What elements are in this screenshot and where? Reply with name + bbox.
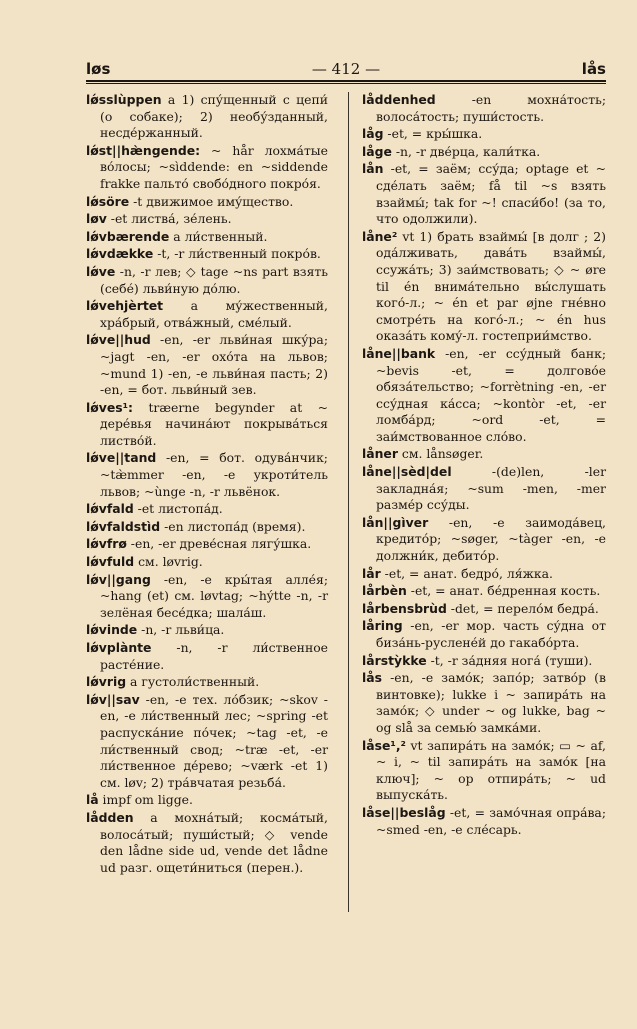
entry-definition: -det, = перело́м бедра́. — [446, 600, 599, 616]
dictionary-entry — [86, 622, 328, 639]
header-right-guide-word: lås — [581, 60, 606, 78]
entry-headword: lås — [362, 670, 382, 686]
entry-headword: lǿvehjèrtet — [86, 298, 164, 314]
entry-headword: lårbèn — [362, 583, 407, 599]
right-column — [362, 92, 606, 839]
dictionary-entry — [86, 211, 328, 228]
entry-headword: låg — [362, 126, 384, 142]
dictionary-entry — [362, 601, 606, 618]
entry-definition: -et, = заём; ссу́да; optage et ~ сде́лать заём; få til ~s взять взаймы́; tak for ~! спаси́бо! (за то, что одолжили). — [376, 161, 606, 227]
entry-headword: lǿvbærende — [86, 228, 170, 244]
dictionary-entry — [362, 805, 606, 838]
entry-headword: lǿsöre — [86, 193, 130, 209]
entry-definition: -et листва́, зе́лень. — [106, 211, 232, 227]
dictionary-entry — [362, 161, 606, 227]
dictionary-entry — [362, 346, 606, 446]
entry-definition: -t, -r ли́ственный покро́в. — [153, 246, 321, 262]
entry-definition: vt 1) брать взаймы́ [в долг ; 2) ода́лживать, дава́ть взаймы́, ссужа́ть; 3) заи́мствовать; ◇ ~ øre til én внима́тельно вы́слушать кого́-л.; ~ én et par øjne гне́вно смотре́ть на кого́-л.; ~ én hus оказа́ть кому́-л. гостеприи́мство. — [376, 228, 606, 344]
entry-definition: -et листопа́д. — [133, 501, 223, 517]
entry-headword: lǿvrig — [86, 674, 127, 690]
entry-headword: lǿst||hæ̀ngende: — [86, 142, 201, 158]
entry-headword: låge — [362, 143, 392, 159]
entry-definition: -en, -e заимода́вец, кредито́р; ~søger, ~tàger -en, -e должни́к, дебито́р. — [376, 514, 606, 564]
dictionary-entry — [86, 554, 328, 571]
dictionary-entry — [86, 194, 328, 211]
entry-definition: -en, -er мор. часть су́дна от биза́нь-руслене́й до гакабо́рта. — [376, 618, 606, 650]
entry-definition: -en, -er ссу́дный банк; ~bevis -et, = долгово́е обяза́тельство; ~forrètning -en, -er ссу́дная ка́сса; ~kontòr -et, -er ломба́рд; ~ord -et, = заи́мствованное сло́во. — [376, 345, 606, 444]
dictionary-entry — [362, 738, 606, 804]
entry-headword: lån||gìver — [362, 514, 429, 530]
dictionary-entry — [86, 572, 328, 622]
entry-definition: -et, = анат. бе́дренная кость. — [406, 583, 601, 599]
entry-definition: træerne begynder at ~ дере́вья начина́ют покрыва́ться листво́й. — [100, 399, 328, 448]
left-column — [86, 92, 328, 877]
dictionary-entry — [86, 92, 328, 142]
entry-definition: -t движимое иму́щество. — [129, 193, 294, 209]
entry-headword: lǿves¹: — [86, 399, 133, 415]
entry-headword: låddenhed — [362, 92, 436, 107]
entry-definition: см. løvrig. — [134, 554, 203, 570]
entry-definition: a му́жественный, хра́брый, отва́жный, сме́лый. — [100, 298, 328, 330]
entry-headword: lǿvfuld — [86, 554, 135, 570]
entry-headword: lǿv||gang — [86, 571, 151, 587]
entry-headword: lǿvfrø — [86, 536, 127, 552]
entry-definition: -n, -r ли́ственное расте́ние. — [100, 640, 328, 672]
entry-headword: låse||beslåg — [362, 804, 446, 820]
entry-definition: -en листопа́д (время). — [160, 518, 306, 534]
dictionary-entry — [362, 126, 606, 143]
entry-headword: låner — [362, 446, 398, 462]
dictionary-entry — [86, 674, 328, 691]
entry-definition: a густоли́ственный. — [126, 674, 260, 690]
entry-headword: lår — [362, 565, 381, 581]
dictionary-entry — [86, 246, 328, 263]
dictionary-entry — [362, 515, 606, 565]
dictionary-entry — [86, 264, 328, 297]
entry-definition: см. lånsøger. — [397, 446, 484, 462]
entry-definition: -en мохна́тость; волоса́тость; пуши́стость. — [376, 92, 606, 124]
entry-headword: lådden — [86, 809, 134, 825]
dictionary-entry — [362, 229, 606, 345]
dictionary-entry — [86, 792, 328, 809]
entry-headword: låne² — [362, 228, 398, 244]
dictionary-entry — [86, 450, 328, 500]
entry-headword: lǿsslùppen — [86, 92, 162, 107]
entry-definition: -n, -r две́рца, кали́тка. — [391, 143, 541, 159]
entry-headword: lå — [86, 792, 99, 808]
page-number: — 412 — — [311, 60, 381, 78]
dictionary-entry — [86, 298, 328, 331]
entry-definition: impf om ligge. — [98, 792, 193, 808]
entry-definition: -en, -e кры́тая алле́я; ~hang (et) см. løvtag; ~hýtte -n, -r зелёная бесе́дка; шала́ш. — [100, 571, 328, 620]
entry-headword: låse¹,² — [362, 737, 406, 753]
dictionary-entry — [362, 583, 606, 600]
entry-definition: -n, -r лев; ◇ tage ~ns part взять (себе́) льви́ную до́лю. — [100, 263, 328, 296]
entry-headword: låne||sèd|del — [362, 464, 452, 480]
entry-headword: lǿve||tand — [86, 450, 157, 466]
dictionary-entry — [86, 501, 328, 518]
dictionary-entry — [86, 332, 328, 398]
entry-headword: lǿvfald — [86, 501, 134, 517]
entry-headword: lǿvfaldstìd — [86, 518, 161, 534]
entry-headword: lån — [362, 161, 384, 177]
dictionary-entry — [86, 400, 328, 450]
dictionary-entry — [362, 566, 606, 583]
page-header — [86, 58, 606, 80]
dictionary-entry — [362, 144, 606, 161]
entry-definition: -n, -r льви́ца. — [137, 622, 225, 638]
entry-definition: a 1) спу́щенный с цепи́ (о собаке); 2) необу́зданный, несде́ржанный. — [100, 92, 328, 141]
dictionary-entry — [86, 692, 328, 792]
dictionary-entry — [362, 446, 606, 463]
entry-headword: lǿv||sav — [86, 691, 140, 707]
entry-definition: a ли́ственный. — [169, 228, 268, 244]
entry-headword: lǿve||hud — [86, 332, 151, 348]
entry-definition: -en, -er древе́сная лягу́шка. — [126, 536, 312, 552]
entry-definition: -et, = замо́чная опра́ва; ~smed -en, -e сле́сарь. — [376, 804, 606, 837]
entry-headword: lǿvdække — [86, 246, 154, 262]
entry-headword: lǿvplànte — [86, 640, 152, 655]
dictionary-entry — [86, 536, 328, 553]
entry-headword: løv — [86, 211, 107, 227]
dictionary-entry — [362, 92, 606, 125]
entry-headword: låne||bank — [362, 345, 436, 361]
entry-definition: -(de)len, -ler закладна́я; ~sum -men, -mer разме́р ссу́ды. — [376, 464, 606, 513]
entry-definition: -en, -er льви́ная шку́ра; ~jagt -en, -er охо́та на львов; ~mund 1) -en, -e льви́ная пасть; 2) -en, = бот. льви́ный зев. — [100, 332, 328, 398]
entry-headword: låring — [362, 618, 403, 634]
dictionary-entry — [362, 670, 606, 736]
entry-headword: lårbensbrùd — [362, 600, 447, 616]
entry-headword: lårstỳkke — [362, 652, 427, 668]
column-divider — [348, 92, 349, 912]
entry-definition: -et, = кры́шка. — [383, 126, 483, 142]
entry-definition: -en, = бот. одува́нчик; ~tæ̀mmer -en, -e укроти́тель львов; ~ùnge -n, -r львёнок. — [100, 450, 328, 499]
dictionary-entry — [362, 464, 606, 514]
entry-definition: vt запира́ть на замо́к; ▭ ~ af, ~ i, ~ til запира́ть на замо́к [на ключ]; ~ op отпира́ть; ~ ud выпуска́ть. — [376, 737, 606, 803]
entry-definition: -et, = анат. бедро́, ля́жка. — [380, 565, 553, 581]
dictionary-entry — [86, 143, 328, 193]
dictionary-entry — [86, 519, 328, 536]
dictionary-entry — [86, 640, 328, 673]
entry-definition: -en, -e тех. ло́бзик; ~skov -en, -e ли́ственный лес; ~spring -et распуска́ние по́чек; ~tag -et, -e ли́ственный свод; ~træ -et, -er ли́ственное де́рево; ~værk -et 1) см. løv; 2) тра́вчатая резьба́. — [100, 691, 328, 790]
entry-headword: lǿve — [86, 263, 116, 279]
entry-definition: a мохна́тый; косма́тый, волоса́тый; пуши́стый; ◇ vende den lådne side ud, vende det lådne ud разг. ощети́ниться (перен.). — [100, 809, 328, 875]
header-left-guide-word: løs — [86, 60, 111, 78]
entry-headword: lǿvinde — [86, 622, 138, 638]
dictionary-entry — [86, 810, 328, 876]
dictionary-entry — [362, 653, 606, 670]
dictionary-entry — [86, 229, 328, 246]
entry-definition: ~ hår лохма́тые во́лосы; ~sìddende: en ~siddende frakke пальто́ свобо́дного покро́я. — [100, 142, 328, 191]
header-rule — [86, 80, 606, 84]
entry-definition: -t, -r за́дняя нога́ (туши). — [426, 652, 593, 668]
entry-definition: -en, -e замо́к; запо́р; затво́р (в винтовке); lukke i ~ запира́ть на замо́к; ◇ under ~ og lukke, bag ~ og slå за семью́ замка́ми. — [376, 670, 606, 735]
dictionary-entry — [362, 618, 606, 651]
